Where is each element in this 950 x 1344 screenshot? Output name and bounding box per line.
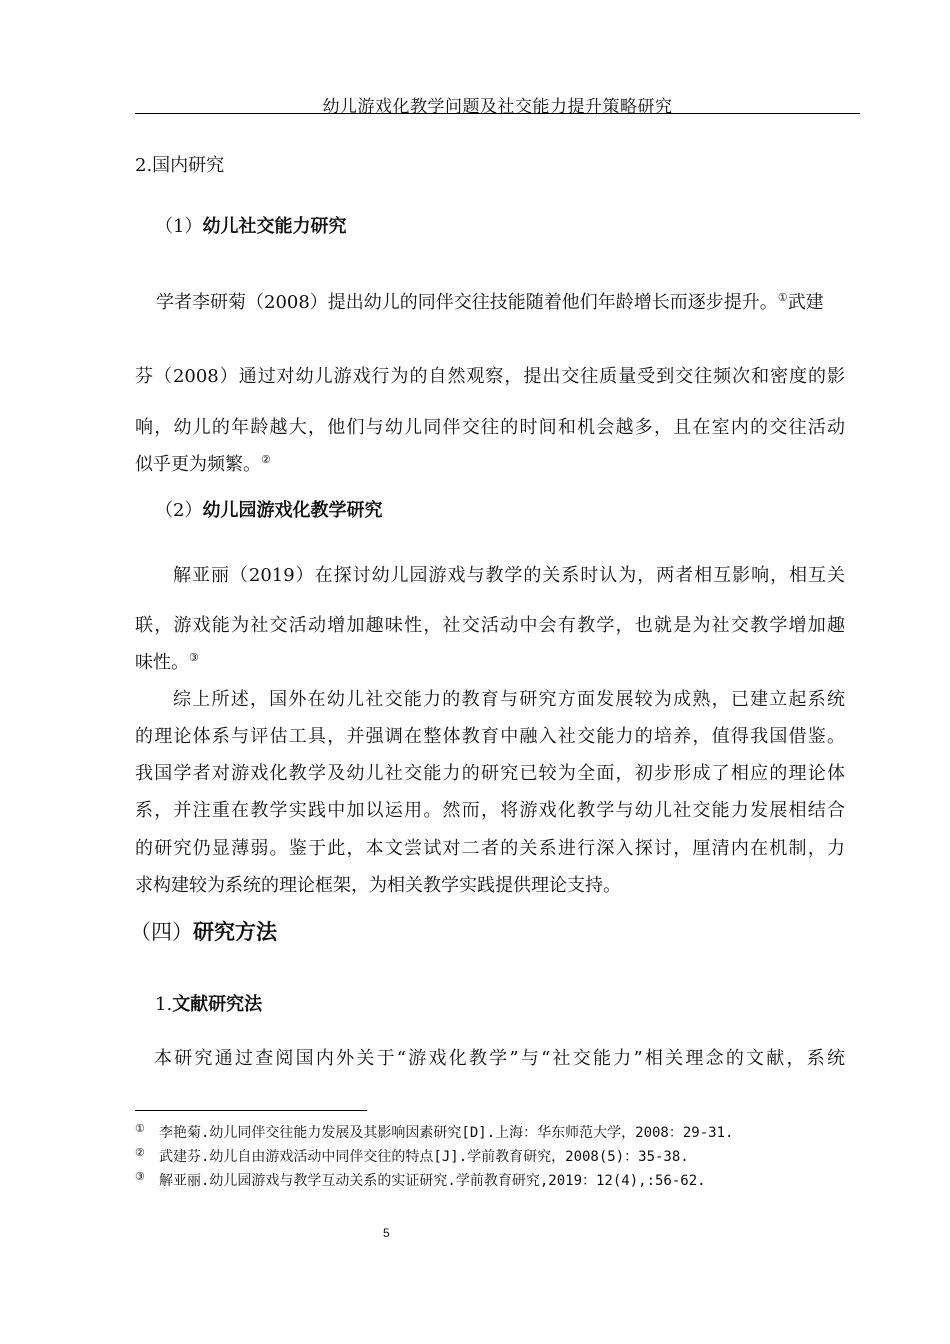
footnote-text: 李艳菊.幼儿同伴交往能力发展及其影响因素研究[D].上海：华东师范大学，2008：29-31. [159,1125,734,1141]
line-text: 味性。 [135,652,189,673]
paragraph-line: 综上所述，国外在幼儿社交能力的教育与研究方面发展较为成熟，已建立起系统 [173,689,845,710]
footnote-mark: ② [135,1146,145,1159]
paragraph-line: 解亚丽（2019）在探讨幼儿园游戏与教学的关系时认为，两者相互影响，相互关 [173,565,845,586]
line-text: 学者李研菊（2008）提出幼儿的同伴交往技能随着他们年龄增长而逐步提升。 [156,292,778,313]
subsection-prefix: （2） [155,500,203,521]
paragraph-line [135,450,271,476]
section-title: 研究方法 [193,919,277,944]
subsection-heading-social-ability [155,212,346,238]
page-number: 5 [383,1226,390,1240]
subsection-title: 文献研究法 [172,994,263,1015]
paragraph-line: 本研究通过查阅国内外关于“游戏化教学”与“社交能力”相关理念的文献，系统 [154,1048,845,1069]
paragraph-line: 我国学者对游戏化教学及幼儿社交能力的研究已较为全面，初步形成了相应的理论体 [135,763,845,784]
subsection-heading-literature [155,990,262,1016]
subsection-prefix: 1. [155,994,173,1015]
paragraph-line [135,648,199,674]
footnote-1 [135,1122,733,1142]
footnote-ref-2: ② [261,453,271,466]
paragraph-line: 系，并注重在教学实践中加以运用。然而，将游戏化教学与幼儿社交能力发展相结合 [135,800,845,821]
running-header: 幼儿游戏化教学问题及社交能力提升策略研究 [322,97,673,117]
line-text: 武建 [787,292,824,313]
header-rule [135,113,860,114]
paragraph-line: 的理论体系与评估工具，并强调在整体教育中融入社交能力的培养，值得我国借鉴。 [135,726,845,747]
section-heading-domestic: 2.国内研究 [135,155,225,176]
footnote-mark: ① [135,1122,145,1135]
footnote-ref-3: ③ [189,651,199,664]
subsection-title: 幼儿园游戏化教学研究 [202,500,383,521]
subsection-prefix: （1） [155,216,203,237]
line-text: 似乎更为频繁。 [135,454,261,475]
footnote-3 [135,1170,706,1190]
subsection-heading-game-teaching [155,496,382,522]
paragraph-line: 的研究仍显薄弱。鉴于此，本文尝试对二者的关系进行深入探讨，厘清内在机制，力 [135,838,845,859]
paragraph-line: 芬（2008）通过对幼儿游戏行为的自然观察，提出交往质量受到交往频次和密度的影 [135,366,845,387]
paragraph-line: 求构建较为系统的理论框架，为相关教学实践提供理论支持。 [135,875,621,896]
paragraph-line [156,288,824,314]
footnote-2 [135,1146,689,1166]
section-prefix: （四） [130,920,193,944]
footnote-ref-1: ① [777,291,788,304]
footnote-mark: ③ [135,1170,145,1183]
footnote-text: 解亚丽.幼儿园游戏与教学互动关系的实证研究.学前教育研究,2019：12(4),:56-62. [159,1173,706,1189]
footnote-text: 武建芬.幼儿自由游戏活动中同伴交往的特点[J].学前教育研究，2008(5)：35-38. [159,1149,689,1165]
paragraph-line: 响，幼儿的年龄越大，他们与幼儿同伴交往的时间和机会越多，且在室内的交往活动 [135,417,845,438]
paragraph-line: 联，游戏能为社交活动增加趣味性，社交活动中会有教学，也就是为社交教学增加趣 [135,615,845,636]
section-heading-methods [130,916,277,946]
footnote-rule [135,1110,367,1111]
subsection-title: 幼儿社交能力研究 [202,216,347,237]
